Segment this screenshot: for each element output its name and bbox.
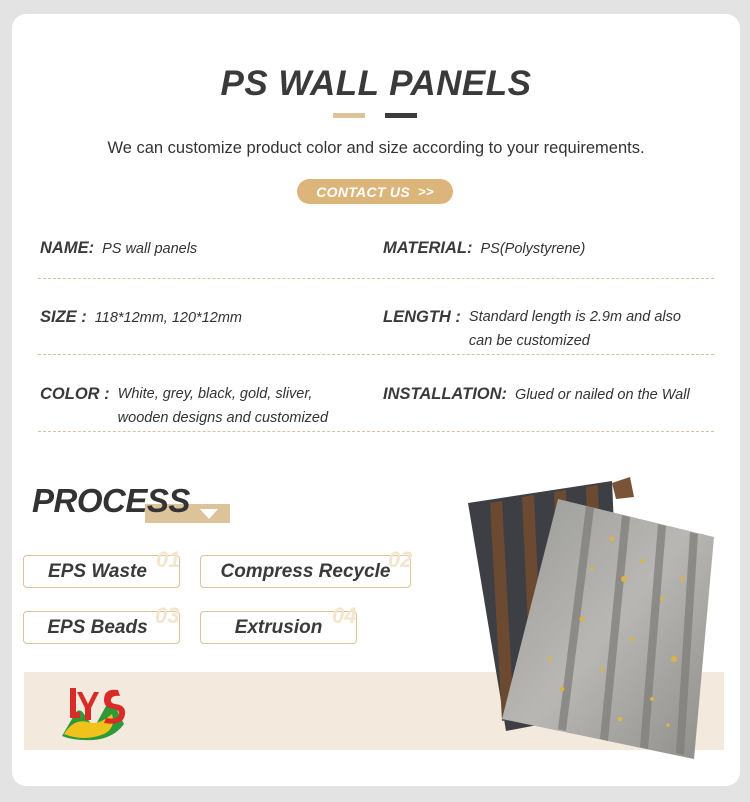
process-step-number: 01: [156, 547, 181, 572]
double-chevron-right-icon: >>: [417, 184, 434, 199]
spec-installation-label: INSTALLATION:: [383, 385, 508, 403]
process-title: PROCESS: [32, 482, 190, 519]
spec-material: [383, 236, 585, 261]
spec-length-value: [469, 305, 681, 353]
spec-name-value: PS wall panels: [102, 241, 198, 257]
spec-material-value: PS(Polystyrene): [480, 241, 586, 257]
spec-name-label: NAME:: [40, 239, 95, 257]
spec-color: [40, 382, 328, 430]
spec-length-value-line1: Standard length is 2.9m and also: [468, 309, 681, 325]
process-step-compress-recycle: [200, 547, 413, 588]
spec-color-value-line1: White, grey, black, gold, sliver,: [117, 386, 313, 402]
spec-material-label: MATERIAL:: [383, 239, 473, 257]
spec-length: [383, 305, 681, 353]
divider: [38, 278, 714, 279]
divider: [38, 354, 714, 355]
contact-us-button[interactable]: [297, 179, 453, 204]
process-step-extrusion: [200, 603, 357, 644]
title-accent-bar-dark: [385, 113, 417, 118]
divider: [38, 431, 714, 432]
page-subtitle: We can customize product color and size according to your requirements.: [107, 139, 645, 157]
spec-color-value-line2: wooden designs and customized: [117, 410, 329, 426]
spec-color-label: COLOR :: [40, 385, 110, 403]
contact-us-label: CONTACT US: [316, 183, 410, 200]
title-accent-bar-gold: [333, 113, 365, 118]
spec-size-label: SIZE :: [40, 308, 87, 326]
process-step-label: EPS Waste: [48, 561, 147, 582]
spec-color-value: [118, 382, 328, 430]
spec-installation-value: Glued or nailed on the Wall: [515, 387, 690, 403]
spec-name: [40, 236, 197, 261]
process-step-eps-waste: [23, 547, 181, 588]
spec-length-value-line2: can be customized: [468, 333, 590, 349]
process-step-number: 04: [332, 603, 357, 628]
spec-length-label: LENGTH :: [383, 308, 461, 326]
process-step-eps-beads: [23, 603, 180, 644]
process-step-number: 02: [388, 547, 413, 572]
content-card: [12, 14, 740, 786]
ps-wall-panel-image: [462, 469, 722, 769]
process-step-label: Compress Recycle: [220, 561, 391, 582]
spec-size-value: 118*12mm, 120*12mm: [94, 310, 242, 326]
process-step-label: EPS Beads: [47, 617, 148, 638]
spec-installation: [383, 382, 690, 407]
triangle-down-icon: [200, 509, 218, 519]
spec-size: [40, 305, 242, 330]
page-title: PS WALL PANELS: [220, 64, 532, 103]
process-step-number: 03: [155, 603, 180, 628]
process-step-label: Extrusion: [234, 617, 323, 638]
lys-brand-logo: [54, 678, 134, 742]
